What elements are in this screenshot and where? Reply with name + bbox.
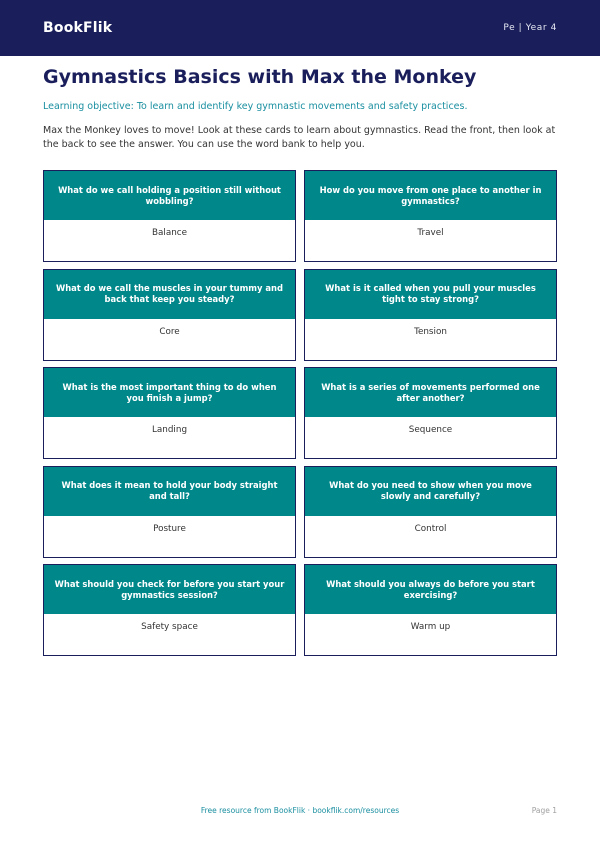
brand-logo: BookFlik [43,20,113,36]
flashcard [43,564,296,656]
card-answer: Travel [417,228,444,238]
flashcard [304,466,557,558]
card-question: What should you always do before you start exercising? [305,565,556,614]
flashcard [43,367,296,459]
card-question: What should you check for before you start your gymnastics session? [44,565,295,614]
card-question: What do we call holding a position still without wobbling? [44,171,295,220]
card-answer: Warm up [410,622,451,632]
flashcard [304,269,557,361]
subject-year-label: Pe | Year 4 [503,23,557,33]
card-question: What do you need to show when you move slowly and carefully? [305,467,556,516]
card-answer: Balance [151,228,188,238]
card-question: How do you move from one place to another in gymnastics? [305,171,556,220]
card-row [43,367,557,466]
page-number: Page 1 [531,806,557,815]
page-title: Gymnastics Basics with Max the Monkey [43,66,477,88]
card-row [43,170,557,269]
card-answer: Tension [414,326,447,337]
footer-link[interactable]: Free resource from BookFlik · bookflik.com/resources [200,806,400,815]
card-row [43,564,557,663]
card-answer: Landing [151,425,188,435]
flashcard [43,466,296,558]
flashcard [304,564,557,656]
page-footer [0,806,600,820]
card-question: What does it mean to hold your body straight and tall? [44,467,295,516]
flashcard [304,170,557,262]
flashcard-grid [43,170,557,663]
card-question: What is it called when you pull your muscles tight to stay strong? [305,270,556,319]
card-answer: Core [159,326,180,337]
card-answer: Posture [153,523,186,534]
intro-text: Max the Monkey loves to move! Look at these cards to learn about gymnastics. Read the front, then look at the back to see the answer. You can use the word bank to help you. [43,125,556,150]
card-question: What is a series of movements performed one after another? [305,368,556,417]
card-question: What do we call the muscles in your tummy and back that keep you steady? [44,270,295,319]
card-answer: Safety space [141,622,198,632]
card-question: What is the most important thing to do when you finish a jump? [44,368,295,417]
flashcard [43,170,296,262]
flashcard [304,367,557,459]
card-row [43,269,557,368]
flashcard [43,269,296,361]
learning-objective: Learning objective: To learn and identify key gymnastic movements and safety practices. [43,101,468,112]
page-header [0,0,600,56]
card-row [43,466,557,565]
card-answer: Control [414,523,447,534]
card-answer: Sequence [408,425,453,435]
